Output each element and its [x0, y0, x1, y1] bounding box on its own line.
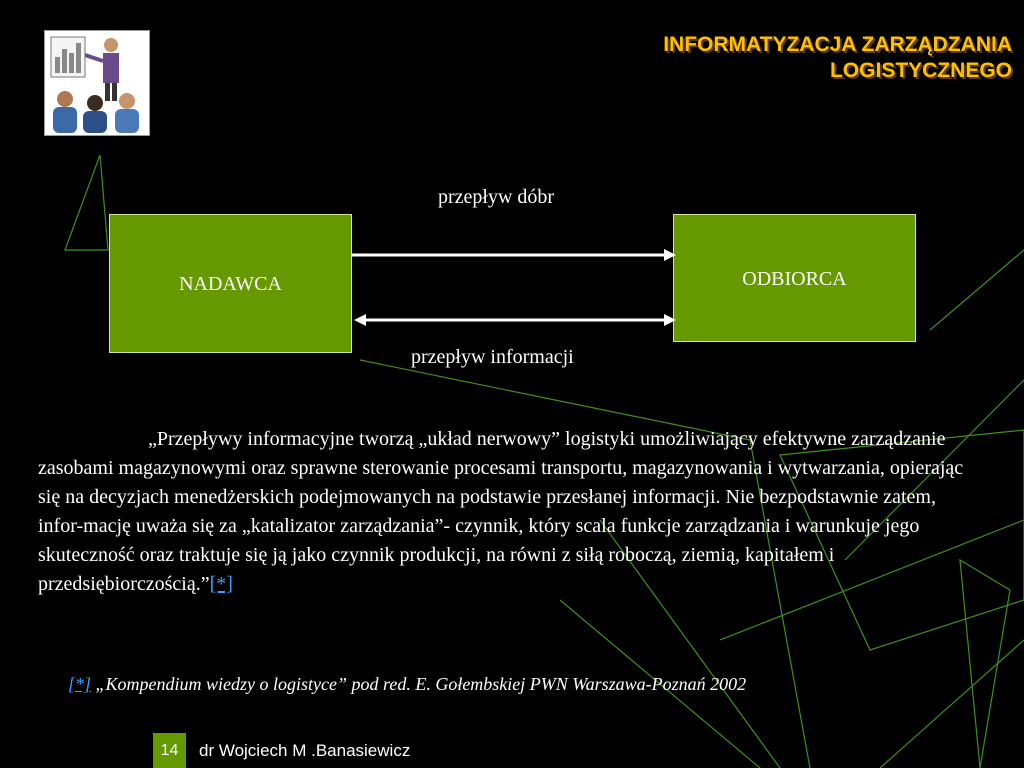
slide-title-line2: LOGISTYCZNEGO — [829, 59, 1012, 82]
sender-box: NADAWCA — [109, 214, 352, 353]
receiver-box: ODBIORCA — [673, 214, 916, 342]
footnote-reference-link[interactable]: [*] — [68, 674, 92, 694]
slide-title-line1: INFORMATYZACJA ZARZĄDZANIA — [663, 33, 1012, 56]
page-number: 14 — [153, 733, 186, 768]
goods-flow-arrow — [352, 249, 676, 261]
quote-text: „Przepływy informacyjne tworzą „układ nerwowy” logistyki umożliwiający efektywne zarządzanie zasobami magazynowymi oraz sprawne sterowanie procesami transportu, magazynowania i wytwarzania, opierając się na decyzjach menedżerskich podejmowanych na podstawie przesłanej informacji. Nie bezpodstawnie zatem, infor-mację uważa się za „katalizator zarządzania”- czynnik, który scala funkcje zarządzania i warunkuje jego skuteczność oraz traktuje się ją jako czynnik produkcji, na równi z siłą roboczą, ziemią, kapitałem i przedsiębiorczością.” — [38, 428, 964, 595]
slide-title — [412, 32, 1012, 84]
author-name: dr Wojciech M .Banasiewicz — [199, 741, 411, 760]
source-footnote — [68, 674, 968, 695]
quote-paragraph — [38, 425, 978, 599]
goods-flow-label: przepływ dóbr — [438, 186, 555, 208]
footnote-text: „Kompendium wiedzy o logistyce” pod red. E. Gołembskiej PWN Warszawa-Poznań 2002 — [91, 674, 747, 694]
flow-arrows — [350, 245, 680, 335]
info-flow-label: przepływ informacji — [411, 346, 574, 368]
quote-reference-link[interactable]: [*] — [209, 573, 233, 595]
presenter-clipart-icon — [44, 30, 150, 136]
info-flow-arrow — [354, 314, 676, 326]
